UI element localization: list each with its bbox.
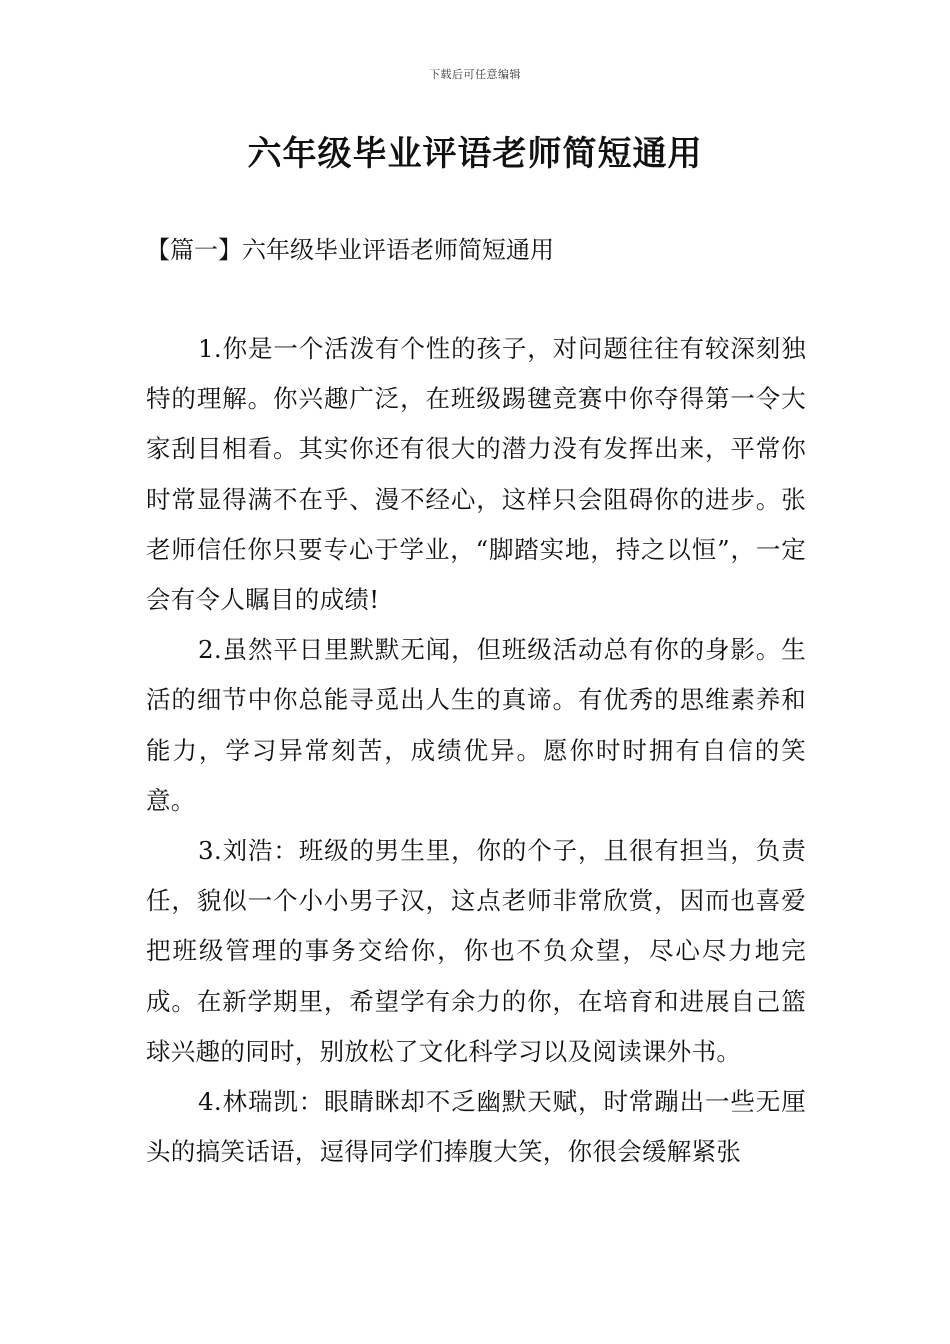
header-note: 下载后可任意编辑 <box>429 68 521 81</box>
document-title: 六年级毕业评语老师简短通用 <box>247 134 703 174</box>
section-heading: 【篇一】六年级毕业评语老师简短通用 <box>146 236 554 264</box>
paragraph-2: 2.虽然平日里默默无闻，但班级活动总有你的身影。生活的细节中你总能寻觅出人生的真谛。有优秀的思维素养和能力，学习异常刻苦，成绩优异。愿你时时拥有自信的笑意。 <box>146 635 806 815</box>
paragraph-1: 1.你是一个活泼有个性的孩子，对问题往往有较深刻独特的理解。你兴趣广泛，在班级踢毽竞赛中你夺得第一令大家刮目相看。其实你还有很大的潜力没有发挥出来，平常你时常显得满不在乎、漫不经心，这样只会阻碍你的进步。张老师信任你只要专心于学业，“脚踏实地，持之以恒”，一定会有令人瞩目的成绩! <box>146 334 806 615</box>
paragraph-3: 3.刘浩：班级的男生里，你的个子，且很有担当，负责任，貌似一个小小男子汉，这点老师非常欣赏，因而也喜爱把班级管理的事务交给你，你也不负众望，尽心尽力地完成。在新学期里，希望学有余力的你，在培育和进展自己篮球兴趣的同时，别放松了文化科学习以及阅读课外书。 <box>146 836 806 1066</box>
paragraph-4: 4.林瑞凯：眼睛眯却不乏幽默天赋，时常蹦出一些无厘头的搞笑话语，逗得同学们捧腹大笑，你很会缓解紧张 <box>146 1087 806 1167</box>
body-text <box>146 324 806 1177</box>
